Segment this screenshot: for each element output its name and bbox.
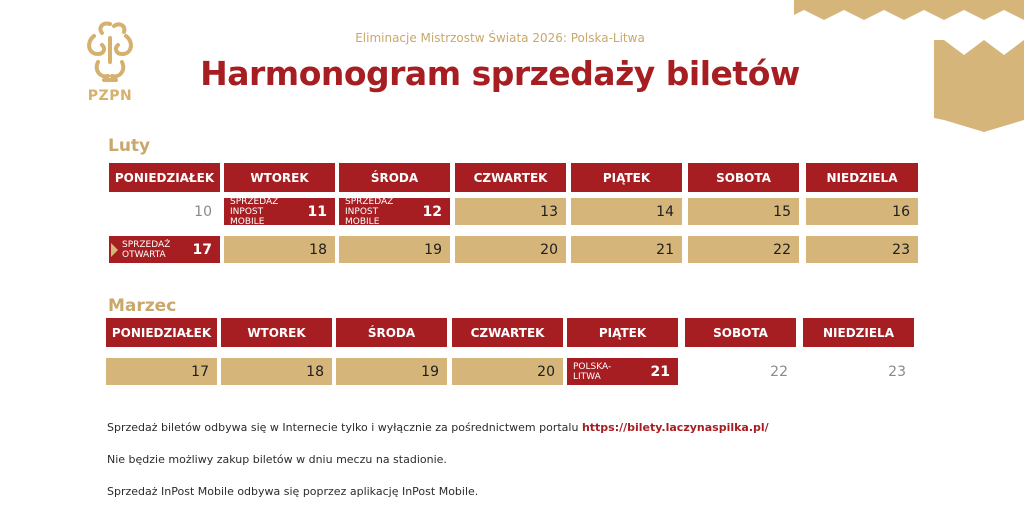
chevron-right-icon: [111, 243, 118, 257]
header-saturday: SOBOTA: [688, 163, 799, 192]
day-cell: 23: [806, 236, 918, 263]
day-cell: 22: [688, 236, 799, 263]
day-cell: 20: [455, 236, 566, 263]
day-cell: 13: [455, 198, 566, 225]
day-cell: 18: [221, 358, 332, 385]
month-label-luty: Luty: [108, 136, 151, 156]
header-thursday: CZWARTEK: [452, 318, 563, 347]
header-tuesday: WTOREK: [221, 318, 332, 347]
day-cell-highlight: SPRZEDAŻ OTWARTA 17: [109, 236, 220, 263]
note-line-1: [107, 421, 769, 434]
day-cell: 14: [571, 198, 682, 225]
day-cell-highlight: SPRZEDAŻ INPOST MOBILE 11: [224, 198, 335, 225]
day-cell-match: POLSKA-LITWA 21: [567, 358, 678, 385]
header-wednesday: ŚRODA: [336, 318, 447, 347]
note-text: Sprzedaż biletów odbywa się w Internecie tylko i wyłącznie za pośrednictwem portalu: [107, 421, 582, 434]
logo-text: PZPN: [87, 88, 133, 104]
header-thursday: CZWARTEK: [455, 163, 566, 192]
note-line-3: Sprzedaż InPost Mobile odbywa się poprzez aplikację InPost Mobile.: [107, 485, 479, 498]
page-title: Harmonogram sprzedaży biletów: [200, 54, 800, 93]
tickets-portal-link[interactable]: https://bilety.laczynaspilka.pl/: [581, 421, 769, 434]
header-tuesday: WTOREK: [224, 163, 335, 192]
day-cell: 16: [806, 198, 918, 225]
header-friday: PIĄTEK: [567, 318, 678, 347]
day-cell: 17: [106, 358, 217, 385]
header-sunday: NIEDZIELA: [806, 163, 918, 192]
header-saturday: SOBOTA: [685, 318, 796, 347]
header-wednesday: ŚRODA: [339, 163, 450, 192]
day-cell: 23: [888, 363, 906, 380]
note-line-2: Nie będzie możliwy zakup biletów w dniu meczu na stadionie.: [107, 453, 447, 466]
day-cell: 15: [688, 198, 799, 225]
day-cell: 20: [452, 358, 563, 385]
header-friday: PIĄTEK: [571, 163, 682, 192]
month-label-marzec: Marzec: [108, 296, 177, 316]
day-cell: 10: [194, 203, 212, 220]
day-cell-highlight: SPRZEDAŻ INPOST MOBILE 12: [339, 198, 450, 225]
day-cell: 18: [224, 236, 335, 263]
header-monday: PONIEDZIAŁEK: [109, 163, 220, 192]
header-sunday: NIEDZIELA: [803, 318, 914, 347]
day-cell: 19: [339, 236, 450, 263]
day-cell: 22: [770, 363, 788, 380]
page-subtitle: Eliminacje Mistrzostw Świata 2026: Polska-Litwa: [355, 31, 645, 45]
day-cell: 21: [571, 236, 682, 263]
day-cell: 19: [336, 358, 447, 385]
header-monday: PONIEDZIAŁEK: [106, 318, 217, 347]
